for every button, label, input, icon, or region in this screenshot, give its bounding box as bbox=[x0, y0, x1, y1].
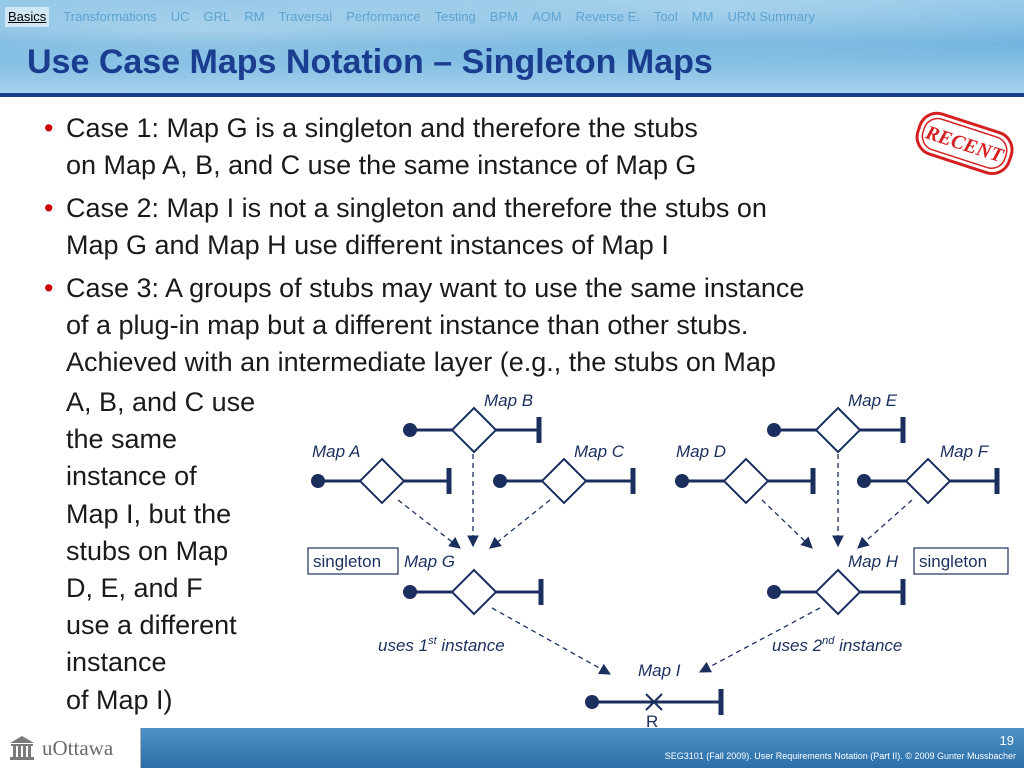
singleton-tag-right bbox=[914, 548, 1008, 574]
nav-traversal[interactable]: Traversal bbox=[278, 9, 333, 24]
bullet-line: of Map I) bbox=[66, 684, 173, 715]
stub-diamond bbox=[724, 459, 768, 503]
recent-stamp-text: RECENT bbox=[922, 121, 1006, 168]
bullet-marker: • bbox=[44, 193, 54, 223]
university-logo-text: uOttawa bbox=[42, 736, 114, 760]
bullet-line: A, B, and C use bbox=[66, 387, 256, 417]
nav-grl[interactable]: GRL bbox=[203, 9, 231, 24]
nav-urn-summary[interactable]: URN Summary bbox=[727, 9, 815, 24]
map-d-path bbox=[675, 442, 813, 503]
bullet-line: stubs on Map bbox=[66, 535, 229, 566]
stub-diamond bbox=[542, 459, 586, 503]
nav-uc[interactable]: UC bbox=[170, 9, 190, 24]
singleton-label: singleton bbox=[919, 552, 988, 571]
stub-diamond bbox=[452, 570, 496, 614]
map-c-label: Map C bbox=[574, 442, 625, 461]
map-c-path bbox=[493, 442, 633, 503]
bullet-line: use a different bbox=[66, 610, 237, 641]
map-b-path bbox=[403, 391, 539, 452]
ucm-diagram bbox=[300, 384, 1016, 728]
bullet-case-3-continuation bbox=[66, 384, 306, 719]
bullet-line: Achieved with an intermediate layer (e.g., the stubs on Map bbox=[66, 347, 776, 377]
nav-mm[interactable]: MM bbox=[691, 9, 714, 24]
bullet-line: on Map A, B, and C use the same instance of Map G bbox=[66, 150, 697, 180]
map-e-label: Map E bbox=[848, 391, 898, 410]
map-h-label: Map H bbox=[848, 552, 899, 571]
building-icon bbox=[8, 734, 36, 762]
university-logo bbox=[0, 728, 141, 768]
singleton-label: singleton bbox=[313, 552, 382, 571]
map-d-label: Map D bbox=[676, 442, 727, 461]
stub-diamond bbox=[360, 459, 404, 503]
slide-title: Use Case Maps Notation – Singleton Maps bbox=[27, 43, 713, 81]
bullet-marker: • bbox=[44, 113, 54, 143]
map-f-path bbox=[857, 442, 997, 503]
map-h-path bbox=[767, 570, 903, 614]
navigation-bar bbox=[8, 7, 829, 27]
stub-diamond bbox=[816, 408, 860, 452]
nav-reverse-e[interactable]: Reverse E. bbox=[575, 9, 640, 24]
nav-transformations[interactable]: Transformations bbox=[63, 9, 157, 24]
footer-bar bbox=[0, 728, 1024, 768]
bullet-line: Map G and Map H use different instances of Map I bbox=[66, 230, 669, 260]
bullet-line: D, E, and F bbox=[66, 573, 203, 604]
map-e-path bbox=[767, 391, 903, 452]
bullet-case-3 bbox=[44, 270, 1014, 381]
map-a-path bbox=[311, 442, 449, 503]
nav-aom[interactable]: AOM bbox=[531, 9, 562, 24]
stub-diamond bbox=[452, 408, 496, 452]
map-b-label: Map B bbox=[484, 391, 534, 410]
nav-tool[interactable]: Tool bbox=[653, 9, 678, 24]
map-f-label: Map F bbox=[940, 442, 989, 461]
uses-second-instance-label: uses 2nd instance bbox=[772, 635, 903, 655]
nav-rm[interactable]: RM bbox=[244, 9, 265, 24]
map-a-label: Map A bbox=[312, 442, 361, 461]
stub-diamond bbox=[816, 570, 860, 614]
bullet-line: of a plug-in map but a different instance than other stubs. bbox=[66, 310, 749, 340]
footer-citation: SEG3101 (Fall 2009). User Requirements Notation (Part II). © 2009 Gunter Mussbacher bbox=[664, 751, 1016, 761]
bullet-line: Map I, but the bbox=[66, 498, 232, 529]
bullet-line: Case 3: A groups of stubs may want to use the same instance bbox=[66, 273, 805, 303]
singleton-tag-left bbox=[308, 548, 398, 574]
bullet-case-2 bbox=[44, 190, 1014, 264]
map-g-path bbox=[403, 570, 541, 614]
nav-testing[interactable]: Testing bbox=[434, 9, 476, 24]
uses-first-instance-label: uses 1st instance bbox=[378, 635, 505, 655]
bullet-line: instance bbox=[66, 647, 167, 678]
title-divider bbox=[0, 93, 1024, 97]
stub-diamond bbox=[906, 459, 950, 503]
bullet-case-1 bbox=[44, 110, 1014, 184]
responsibility-label: R bbox=[646, 712, 659, 728]
bullet-marker: • bbox=[44, 273, 54, 303]
top-banner bbox=[0, 0, 1024, 96]
plugin-arrows bbox=[398, 454, 912, 548]
bullet-line: Case 1: Map G is a singleton and therefore the stubs bbox=[66, 113, 698, 143]
map-i-path bbox=[585, 689, 721, 728]
bullet-line: Case 2: Map I is not a singleton and therefore the stubs on bbox=[66, 193, 767, 223]
nav-basics[interactable]: Basics bbox=[5, 7, 49, 27]
bullet-line: instance of bbox=[66, 461, 197, 492]
page-number: 19 bbox=[999, 733, 1014, 748]
nav-bpm[interactable]: BPM bbox=[489, 9, 518, 24]
bullet-list bbox=[44, 110, 1014, 387]
bullet-line: the same bbox=[66, 424, 178, 455]
nav-performance[interactable]: Performance bbox=[346, 9, 421, 24]
map-i-label: Map I bbox=[638, 661, 681, 680]
map-g-label: Map G bbox=[404, 552, 456, 571]
